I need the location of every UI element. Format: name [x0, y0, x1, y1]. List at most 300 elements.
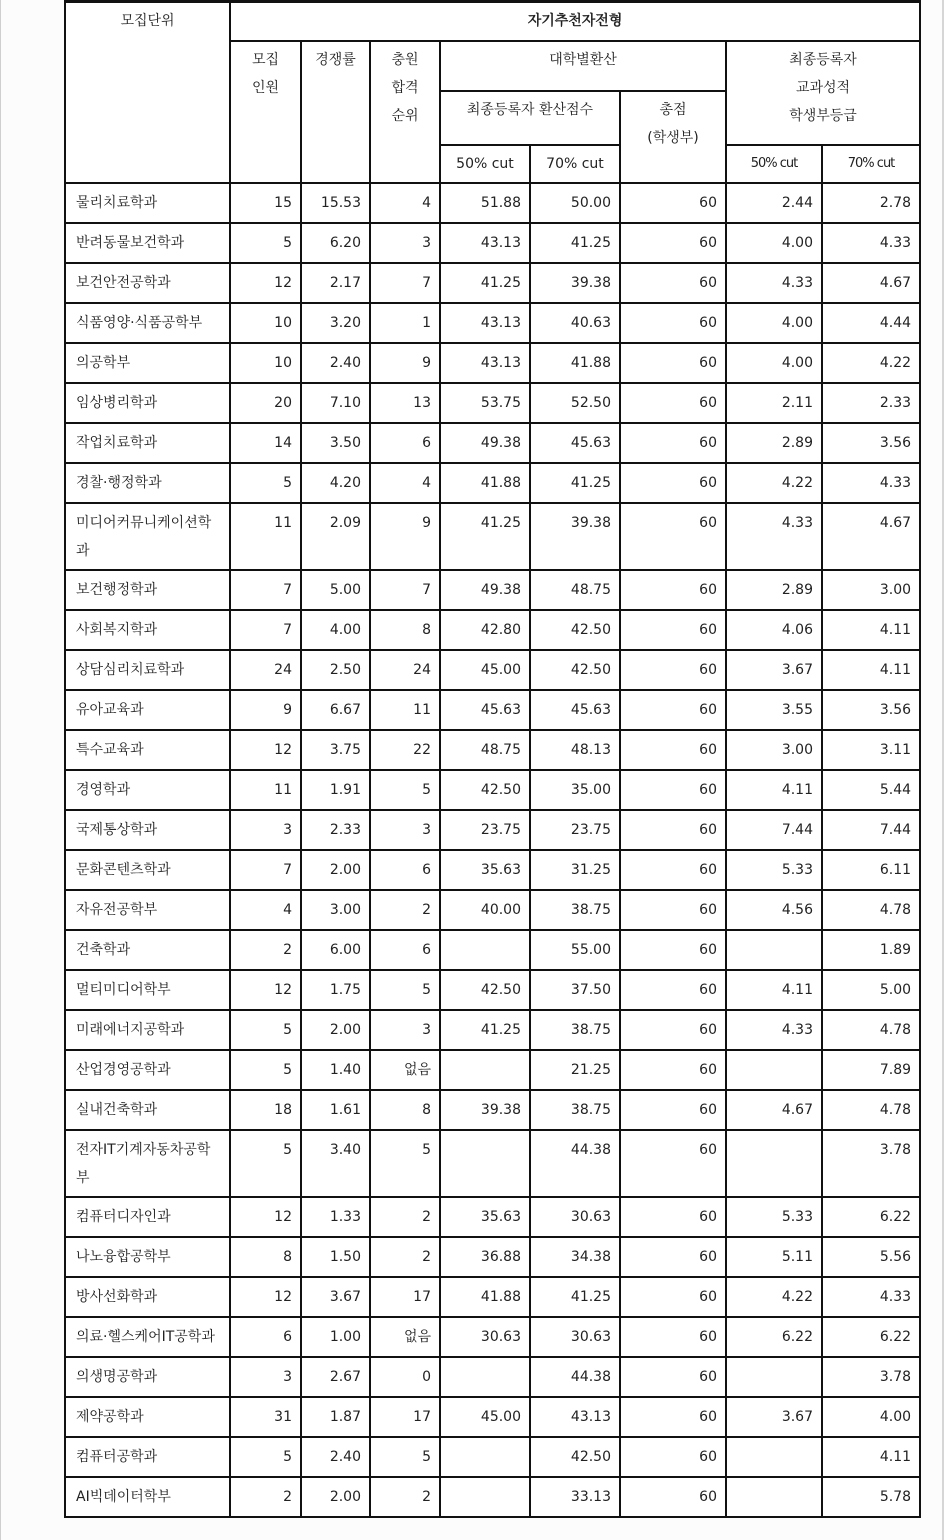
grade-cut70-cell: 3.56	[822, 690, 920, 730]
waitlist-cell: 6	[370, 930, 440, 970]
header-grade-line1: 최종등록자	[789, 52, 857, 68]
grade-cut70-cell: 7.44	[822, 810, 920, 850]
grade-cut70-cell: 4.44	[822, 303, 920, 343]
quota-cell: 7	[230, 570, 301, 610]
score-cut50-cell: 45.63	[440, 690, 530, 730]
competition-cell: 2.40	[301, 1437, 370, 1477]
score-cut70-cell: 42.50	[530, 650, 620, 690]
total-cell: 60	[620, 730, 726, 770]
score-cut70-cell: 42.50	[530, 610, 620, 650]
grade-cut50-cell: 2.44	[726, 183, 822, 223]
dept-name: 반려동물보건학과	[65, 223, 230, 263]
dept-name: 의료·헬스케어IT공학과	[65, 1317, 230, 1357]
grade-cut70-cell: 4.78	[822, 1010, 920, 1050]
total-cell: 60	[620, 183, 726, 223]
score-cut70-cell: 43.13	[530, 1397, 620, 1437]
waitlist-cell: 24	[370, 650, 440, 690]
competition-cell: 2.00	[301, 850, 370, 890]
admission-results-table	[64, 0, 921, 1518]
table-row	[65, 1277, 920, 1317]
total-cell: 60	[620, 1050, 726, 1090]
waitlist-cell: 5	[370, 1437, 440, 1477]
quota-cell: 15	[230, 183, 301, 223]
dept-name: 사회복지학과	[65, 610, 230, 650]
table-row	[65, 303, 920, 343]
waitlist-cell: 2	[370, 1477, 440, 1517]
grade-cut50-cell: 4.00	[726, 223, 822, 263]
grade-cut70-cell: 4.78	[822, 890, 920, 930]
dept-name: 문화콘텐츠학과	[65, 850, 230, 890]
competition-cell: 1.87	[301, 1397, 370, 1437]
waitlist-cell: 17	[370, 1277, 440, 1317]
grade-cut70-cell: 2.33	[822, 383, 920, 423]
dept-name: 나노융합공학부	[65, 1237, 230, 1277]
score-cut70-cell: 41.25	[530, 463, 620, 503]
total-cell: 60	[620, 1357, 726, 1397]
total-cell: 60	[620, 1277, 726, 1317]
grade-cut70-cell: 4.33	[822, 223, 920, 263]
competition-cell: 2.40	[301, 343, 370, 383]
competition-cell: 2.00	[301, 1010, 370, 1050]
competition-cell: 1.75	[301, 970, 370, 1010]
grade-cut50-cell: 4.67	[726, 1090, 822, 1130]
dept-name: 임상병리학과	[65, 383, 230, 423]
grade-cut50-cell: 3.00	[726, 730, 822, 770]
header-waitlist	[370, 41, 440, 183]
total-cell: 60	[620, 810, 726, 850]
quota-cell: 5	[230, 1010, 301, 1050]
competition-cell: 2.33	[301, 810, 370, 850]
dept-name: 물리치료학과	[65, 183, 230, 223]
score-cut50-cell: 41.88	[440, 1277, 530, 1317]
table-row	[65, 423, 920, 463]
grade-cut70-cell: 7.89	[822, 1050, 920, 1090]
grade-cut50-cell: 3.67	[726, 650, 822, 690]
waitlist-cell: 17	[370, 1397, 440, 1437]
dept-name: 자유전공학부	[65, 890, 230, 930]
score-cut50-cell: 49.38	[440, 570, 530, 610]
quota-cell: 7	[230, 850, 301, 890]
quota-cell: 12	[230, 1277, 301, 1317]
score-cut50-cell: 35.63	[440, 850, 530, 890]
competition-cell: 7.10	[301, 383, 370, 423]
table-row	[65, 263, 920, 303]
total-cell: 60	[620, 423, 726, 463]
grade-cut50-cell: 4.22	[726, 463, 822, 503]
total-cell: 60	[620, 850, 726, 890]
grade-cut50-cell: 4.22	[726, 1277, 822, 1317]
quota-cell: 12	[230, 263, 301, 303]
grade-cut50-cell: 7.44	[726, 810, 822, 850]
waitlist-cell: 6	[370, 850, 440, 890]
grade-cut50-cell	[726, 1050, 822, 1090]
quota-cell: 24	[230, 650, 301, 690]
dept-name: 전자IT기계자동차공학부	[65, 1130, 230, 1197]
competition-cell: 1.91	[301, 770, 370, 810]
score-cut50-cell: 45.00	[440, 650, 530, 690]
total-cell: 60	[620, 343, 726, 383]
dept-name: 방사선화학과	[65, 1277, 230, 1317]
score-cut70-cell: 38.75	[530, 1010, 620, 1050]
score-cut70-cell: 30.63	[530, 1317, 620, 1357]
grade-cut50-cell: 4.56	[726, 890, 822, 930]
score-cut50-cell	[440, 1130, 530, 1197]
score-cut50-cell: 41.88	[440, 463, 530, 503]
waitlist-cell: 7	[370, 570, 440, 610]
score-cut50-cell: 39.38	[440, 1090, 530, 1130]
header-quota-line1: 모집	[251, 52, 280, 68]
grade-cut70-cell: 3.11	[822, 730, 920, 770]
header-total-line2: (학생부)	[647, 130, 699, 146]
quota-cell: 20	[230, 383, 301, 423]
score-cut70-cell: 41.25	[530, 223, 620, 263]
score-cut50-cell: 23.75	[440, 810, 530, 850]
table-row	[65, 223, 920, 263]
quota-cell: 14	[230, 423, 301, 463]
header-grade-line3: 학생부등급	[789, 108, 857, 124]
waitlist-cell: 5	[370, 770, 440, 810]
table-row	[65, 1477, 920, 1517]
total-cell: 60	[620, 770, 726, 810]
quota-cell: 12	[230, 1197, 301, 1237]
dept-name: 컴퓨터공학과	[65, 1437, 230, 1477]
waitlist-cell: 8	[370, 610, 440, 650]
waitlist-cell: 4	[370, 183, 440, 223]
header-total-line1: 총점	[659, 102, 687, 118]
quota-cell: 2	[230, 1477, 301, 1517]
competition-cell: 3.67	[301, 1277, 370, 1317]
grade-cut70-cell: 4.00	[822, 1397, 920, 1437]
dept-name: AI빅데이터학부	[65, 1477, 230, 1517]
quota-cell: 5	[230, 1437, 301, 1477]
score-cut50-cell	[440, 1050, 530, 1090]
dept-name: 미래에너지공학과	[65, 1010, 230, 1050]
score-cut70-cell: 52.50	[530, 383, 620, 423]
score-cut50-cell: 43.13	[440, 223, 530, 263]
total-cell: 60	[620, 1237, 726, 1277]
grade-cut70-cell: 6.22	[822, 1317, 920, 1357]
total-cell: 60	[620, 970, 726, 1010]
score-cut70-cell: 33.13	[530, 1477, 620, 1517]
table-row	[65, 1130, 920, 1197]
waitlist-cell: 0	[370, 1357, 440, 1397]
competition-cell: 3.20	[301, 303, 370, 343]
table-body	[65, 183, 920, 1517]
score-cut70-cell: 38.75	[530, 890, 620, 930]
score-cut50-cell: 42.50	[440, 770, 530, 810]
header-grade-cut50: 50% cut	[726, 145, 822, 183]
quota-cell: 3	[230, 1357, 301, 1397]
total-cell: 60	[620, 463, 726, 503]
waitlist-cell: 2	[370, 890, 440, 930]
competition-cell: 3.50	[301, 423, 370, 463]
total-cell: 60	[620, 650, 726, 690]
table-row	[65, 850, 920, 890]
total-cell: 60	[620, 1397, 726, 1437]
table-row	[65, 1237, 920, 1277]
header-quota-line2: 인원	[251, 80, 280, 96]
total-cell: 60	[620, 1197, 726, 1237]
score-cut70-cell: 39.38	[530, 263, 620, 303]
dept-name: 산업경영공학과	[65, 1050, 230, 1090]
waitlist-cell: 6	[370, 423, 440, 463]
dept-name: 제약공학과	[65, 1397, 230, 1437]
total-cell: 60	[620, 503, 726, 570]
grade-cut50-cell: 6.22	[726, 1317, 822, 1357]
grade-cut70-cell: 5.00	[822, 970, 920, 1010]
competition-cell: 6.20	[301, 223, 370, 263]
grade-cut70-cell: 4.22	[822, 343, 920, 383]
score-cut70-cell: 39.38	[530, 503, 620, 570]
grade-cut70-cell: 4.67	[822, 503, 920, 570]
header-grade	[726, 41, 920, 145]
header-grade-cut70: 70% cut	[822, 145, 920, 183]
waitlist-cell: 없음	[370, 1050, 440, 1090]
score-cut70-cell: 35.00	[530, 770, 620, 810]
grade-cut50-cell: 4.33	[726, 503, 822, 570]
header-competition: 경쟁률	[301, 41, 370, 183]
score-cut50-cell: 35.63	[440, 1197, 530, 1237]
table-row	[65, 1357, 920, 1397]
total-cell: 60	[620, 930, 726, 970]
table-row	[65, 343, 920, 383]
table-row	[65, 690, 920, 730]
score-cut70-cell: 21.25	[530, 1050, 620, 1090]
grade-cut70-cell: 5.44	[822, 770, 920, 810]
score-cut70-cell: 44.38	[530, 1130, 620, 1197]
score-cut70-cell: 48.13	[530, 730, 620, 770]
score-cut50-cell	[440, 1357, 530, 1397]
competition-cell: 3.75	[301, 730, 370, 770]
competition-cell: 4.00	[301, 610, 370, 650]
score-cut70-cell: 41.25	[530, 1277, 620, 1317]
total-cell: 60	[620, 1130, 726, 1197]
header-grade-line2: 교과성적	[795, 80, 851, 96]
competition-cell: 2.50	[301, 650, 370, 690]
score-cut70-cell: 31.25	[530, 850, 620, 890]
score-cut70-cell: 37.50	[530, 970, 620, 1010]
score-cut70-cell: 40.63	[530, 303, 620, 343]
table-row	[65, 1317, 920, 1357]
table-row	[65, 1397, 920, 1437]
quota-cell: 7	[230, 610, 301, 650]
waitlist-cell: 22	[370, 730, 440, 770]
competition-cell: 3.00	[301, 890, 370, 930]
waitlist-cell: 5	[370, 970, 440, 1010]
table-row	[65, 730, 920, 770]
header-score-cut70: 70% cut	[530, 145, 620, 183]
grade-cut50-cell: 2.89	[726, 570, 822, 610]
competition-cell: 2.09	[301, 503, 370, 570]
dept-name: 보건행정학과	[65, 570, 230, 610]
table-row	[65, 890, 920, 930]
score-cut70-cell: 48.75	[530, 570, 620, 610]
waitlist-cell: 7	[370, 263, 440, 303]
dept-name: 경영학과	[65, 770, 230, 810]
header-conversion: 대학별환산	[440, 41, 726, 91]
dept-name: 멀티미디어학부	[65, 970, 230, 1010]
score-cut70-cell: 41.88	[530, 343, 620, 383]
dept-name: 국제통상학과	[65, 810, 230, 850]
grade-cut50-cell	[726, 1357, 822, 1397]
score-cut50-cell: 42.50	[440, 970, 530, 1010]
table-row	[65, 1050, 920, 1090]
quota-cell: 3	[230, 810, 301, 850]
table-row	[65, 610, 920, 650]
quota-cell: 9	[230, 690, 301, 730]
total-cell: 60	[620, 690, 726, 730]
total-cell: 60	[620, 1477, 726, 1517]
score-cut50-cell: 30.63	[440, 1317, 530, 1357]
grade-cut50-cell	[726, 930, 822, 970]
dept-name: 미디어커뮤니케이션학과	[65, 503, 230, 570]
score-cut50-cell: 40.00	[440, 890, 530, 930]
waitlist-cell: 4	[370, 463, 440, 503]
total-cell: 60	[620, 383, 726, 423]
waitlist-cell: 2	[370, 1237, 440, 1277]
quota-cell: 5	[230, 1050, 301, 1090]
score-cut70-cell: 42.50	[530, 1437, 620, 1477]
dept-name: 실내건축학과	[65, 1090, 230, 1130]
quota-cell: 18	[230, 1090, 301, 1130]
waitlist-cell: 1	[370, 303, 440, 343]
grade-cut70-cell: 3.78	[822, 1357, 920, 1397]
score-cut70-cell: 55.00	[530, 930, 620, 970]
grade-cut70-cell: 4.11	[822, 1437, 920, 1477]
grade-cut50-cell: 2.89	[726, 423, 822, 463]
total-cell: 60	[620, 570, 726, 610]
dept-name: 작업치료학과	[65, 423, 230, 463]
grade-cut70-cell: 3.78	[822, 1130, 920, 1197]
grade-cut50-cell: 4.06	[726, 610, 822, 650]
score-cut70-cell: 38.75	[530, 1090, 620, 1130]
score-cut50-cell: 41.25	[440, 503, 530, 570]
total-cell: 60	[620, 303, 726, 343]
waitlist-cell: 3	[370, 223, 440, 263]
competition-cell: 4.20	[301, 463, 370, 503]
grade-cut70-cell: 4.78	[822, 1090, 920, 1130]
competition-cell: 2.17	[301, 263, 370, 303]
quota-cell: 10	[230, 303, 301, 343]
quota-cell: 4	[230, 890, 301, 930]
table-row	[65, 1090, 920, 1130]
quota-cell: 5	[230, 463, 301, 503]
grade-cut50-cell	[726, 1437, 822, 1477]
quota-cell: 5	[230, 223, 301, 263]
table-row	[65, 1437, 920, 1477]
quota-cell: 12	[230, 730, 301, 770]
dept-name: 경찰·행정학과	[65, 463, 230, 503]
score-cut50-cell: 43.13	[440, 343, 530, 383]
waitlist-cell: 9	[370, 343, 440, 383]
score-cut70-cell: 44.38	[530, 1357, 620, 1397]
waitlist-cell: 2	[370, 1197, 440, 1237]
grade-cut50-cell: 4.11	[726, 770, 822, 810]
dept-name: 의생명공학과	[65, 1357, 230, 1397]
score-cut50-cell: 36.88	[440, 1237, 530, 1277]
header-waitlist-line2: 합격	[391, 80, 419, 96]
grade-cut70-cell: 5.56	[822, 1237, 920, 1277]
score-cut50-cell	[440, 930, 530, 970]
waitlist-cell: 8	[370, 1090, 440, 1130]
header-track-title: 자기추천자전형	[230, 2, 920, 42]
competition-cell: 1.40	[301, 1050, 370, 1090]
score-cut50-cell: 45.00	[440, 1397, 530, 1437]
dept-name: 유아교육과	[65, 690, 230, 730]
total-cell: 60	[620, 890, 726, 930]
table-row	[65, 930, 920, 970]
dept-name: 건축학과	[65, 930, 230, 970]
score-cut50-cell: 53.75	[440, 383, 530, 423]
quota-cell: 12	[230, 970, 301, 1010]
grade-cut70-cell: 3.00	[822, 570, 920, 610]
grade-cut50-cell: 4.00	[726, 303, 822, 343]
header-unit: 모집단위	[65, 2, 230, 184]
score-cut50-cell: 42.80	[440, 610, 530, 650]
quota-cell: 11	[230, 770, 301, 810]
table-row	[65, 810, 920, 850]
waitlist-cell: 3	[370, 1010, 440, 1050]
grade-cut70-cell: 4.33	[822, 463, 920, 503]
competition-cell: 15.53	[301, 183, 370, 223]
table-row	[65, 383, 920, 423]
grade-cut70-cell: 6.11	[822, 850, 920, 890]
header-total	[620, 91, 726, 183]
grade-cut70-cell: 4.33	[822, 1277, 920, 1317]
total-cell: 60	[620, 263, 726, 303]
table-row	[65, 503, 920, 570]
competition-cell: 3.40	[301, 1130, 370, 1197]
table-row	[65, 650, 920, 690]
waitlist-cell: 5	[370, 1130, 440, 1197]
competition-cell: 2.67	[301, 1357, 370, 1397]
score-cut70-cell: 45.63	[530, 690, 620, 730]
waitlist-cell: 13	[370, 383, 440, 423]
table-row	[65, 970, 920, 1010]
page-left-edge	[0, 0, 1, 1540]
grade-cut50-cell: 4.33	[726, 263, 822, 303]
quota-cell: 5	[230, 1130, 301, 1197]
score-cut50-cell: 48.75	[440, 730, 530, 770]
quota-cell: 10	[230, 343, 301, 383]
grade-cut70-cell: 4.11	[822, 610, 920, 650]
competition-cell: 1.61	[301, 1090, 370, 1130]
competition-cell: 1.33	[301, 1197, 370, 1237]
grade-cut70-cell: 3.56	[822, 423, 920, 463]
waitlist-cell: 9	[370, 503, 440, 570]
dept-name: 컴퓨터디자인과	[65, 1197, 230, 1237]
dept-name: 보건안전공학과	[65, 263, 230, 303]
grade-cut50-cell: 3.67	[726, 1397, 822, 1437]
grade-cut70-cell: 4.11	[822, 650, 920, 690]
table-row	[65, 1010, 920, 1050]
quota-cell: 2	[230, 930, 301, 970]
score-cut50-cell: 41.25	[440, 1010, 530, 1050]
grade-cut50-cell	[726, 1130, 822, 1197]
dept-name: 의공학부	[65, 343, 230, 383]
competition-cell: 5.00	[301, 570, 370, 610]
total-cell: 60	[620, 1317, 726, 1357]
score-cut70-cell: 23.75	[530, 810, 620, 850]
header-waitlist-line3: 순위	[391, 108, 419, 124]
waitlist-cell: 3	[370, 810, 440, 850]
score-cut70-cell: 34.38	[530, 1237, 620, 1277]
total-cell: 60	[620, 1437, 726, 1477]
score-cut50-cell	[440, 1437, 530, 1477]
quota-cell: 11	[230, 503, 301, 570]
grade-cut50-cell: 4.33	[726, 1010, 822, 1050]
waitlist-cell: 없음	[370, 1317, 440, 1357]
